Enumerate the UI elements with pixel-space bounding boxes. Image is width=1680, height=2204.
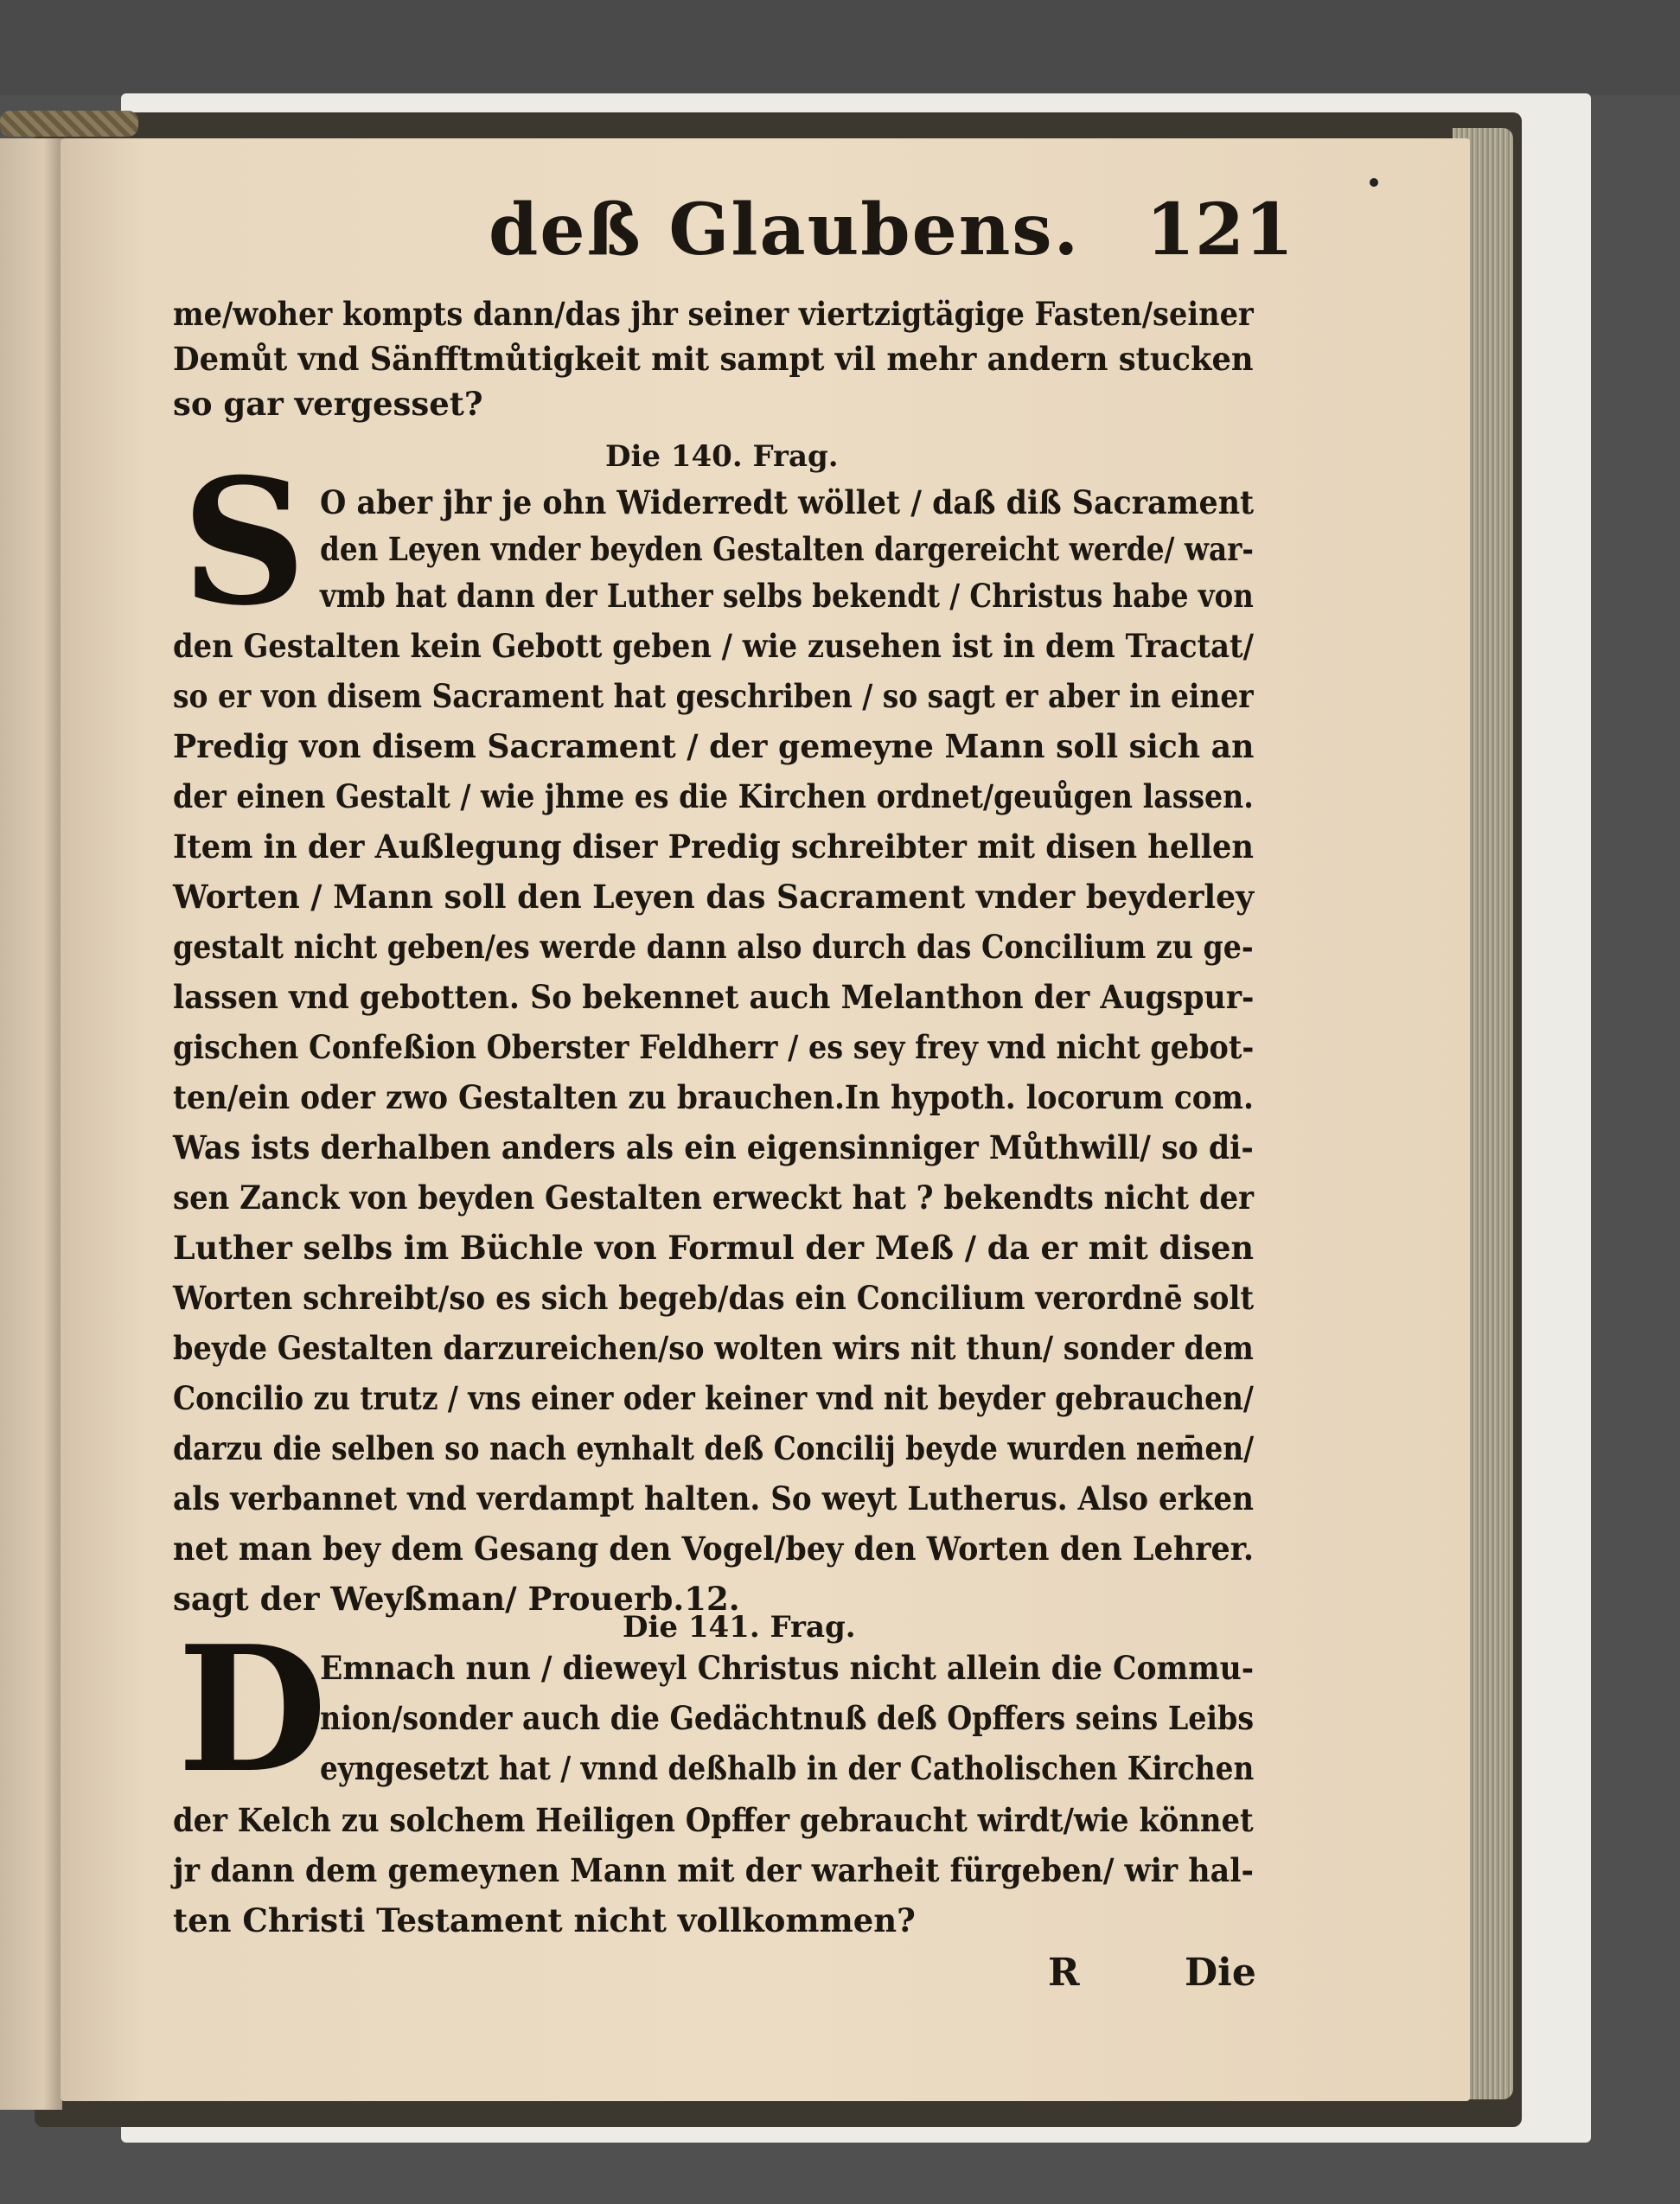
text-line: O aber jhr je ohn Widerredt wöllet / daß diß Sacrament bbox=[320, 483, 1255, 521]
page-number: 121 bbox=[1146, 188, 1294, 272]
text-line: vmb hat dann der Luther selbs bekendt / Christus habe von bbox=[320, 577, 1254, 615]
text-line: sen Zanck von beyden Gestalten erweckt hat ? bekendts nicht der bbox=[173, 1179, 1255, 1217]
text-line: so er von disem Sacrament hat geschriben / so sagt er aber in einer bbox=[173, 677, 1254, 715]
text-line: Worten / Mann soll den Leyen das Sacrament vnder beyderley bbox=[173, 878, 1255, 916]
text-line: Worten schreibt/so es sich begeb/das ein Concilium verordnē solt bbox=[173, 1279, 1255, 1317]
text-line: sagt der Weyßman/ Prouerb.12. bbox=[173, 1580, 740, 1618]
text-line: Emnach nun / dieweyl Christus nicht allein die Commu- bbox=[320, 1649, 1255, 1687]
question-140-heading: Die 140. Frag. bbox=[605, 439, 839, 474]
text-line: der einen Gestalt / wie jhme es die Kirchen ordnet/geuůgen lassen. bbox=[173, 777, 1254, 815]
text-line: gischen Confeßion Oberster Feldherr / es sey frey vnd nicht gebot- bbox=[173, 1028, 1255, 1066]
text-line: Predig von disem Sacrament / der gemeyne Mann soll sich an bbox=[173, 727, 1255, 765]
running-head: deß Glaubens. bbox=[489, 188, 1081, 272]
text-line: me/woher kompts dann/das jhr seiner viertzigtägige Fasten/seiner bbox=[173, 295, 1254, 333]
text-line: nion/sonder auch die Gedächtnuß deß Opffers seins Leibs bbox=[320, 1699, 1255, 1737]
text-line: der Kelch zu solchem Heiligen Opffer gebraucht wirdt/wie könnet bbox=[173, 1801, 1254, 1839]
text-line: Concilio zu trutz / vns einer oder keiner vnd nit beyder gebrauchen/ bbox=[173, 1379, 1254, 1417]
text-line: Demůt vnd Sänfftmůtigkeit mit sampt vil mehr andern stucken bbox=[173, 340, 1254, 378]
ink-dot bbox=[1370, 178, 1378, 187]
text-line: eyngesetzt hat / vnnd deßhalb in der Catholischen Kirchen bbox=[320, 1749, 1255, 1787]
text-line: Was ists derhalben anders als ein eigensinniger Můthwill/ so di- bbox=[173, 1128, 1254, 1166]
text-line: jr dann dem gemeynen Mann mit der warheit fürgeben/ wir hal- bbox=[173, 1851, 1254, 1889]
text-line: ten/ein oder zwo Gestalten zu brauchen.In hypoth. locorum com. bbox=[173, 1078, 1255, 1116]
catchword: Die bbox=[1185, 1951, 1256, 1995]
text-line: net man bey dem Gesang den Vogel/bey den Worten den Lehrer. bbox=[173, 1530, 1255, 1568]
text-line: Item in der Außlegung diser Predig schreibter mit disen hellen bbox=[173, 827, 1255, 866]
initial-letter-d: D bbox=[177, 1608, 328, 1811]
text-line: den Leyen vnder beyden Gestalten dargereicht werde/ war- bbox=[320, 530, 1254, 568]
left-page-edge bbox=[0, 138, 62, 2110]
text-line: beyde Gestalten darzureichen/so wolten wirs nit thun/ sonder dem bbox=[173, 1329, 1254, 1367]
text-line: lassen vnd gebotten. So bekennet auch Melanthon der Augspur- bbox=[173, 978, 1255, 1016]
text-line: so gar vergesset? bbox=[173, 385, 483, 423]
text-line: darzu die selben so nach eynhalt deß Concilij beyde wurden nem̄en/ bbox=[173, 1429, 1255, 1467]
text-line: ten Christi Testament nicht vollkommen? bbox=[173, 1901, 916, 1939]
binding-string bbox=[0, 111, 138, 137]
signature-mark: R bbox=[1048, 1951, 1080, 1995]
text-line: gestalt nicht geben/es werde dann also durch das Concilium zu ge- bbox=[173, 928, 1254, 966]
text-line: als verbannet vnd verdampt halten. So weyt Lutherus. Also erken bbox=[173, 1479, 1255, 1517]
text-line: den Gestalten kein Gebott geben / wie zusehen ist in dem Tractat/ bbox=[173, 627, 1254, 665]
initial-letter-s: S bbox=[182, 441, 307, 644]
text-line: Luther selbs im Büchle von Formul der Meß / da er mit disen bbox=[173, 1229, 1255, 1267]
question-141-heading: Die 141. Frag. bbox=[623, 1610, 856, 1645]
